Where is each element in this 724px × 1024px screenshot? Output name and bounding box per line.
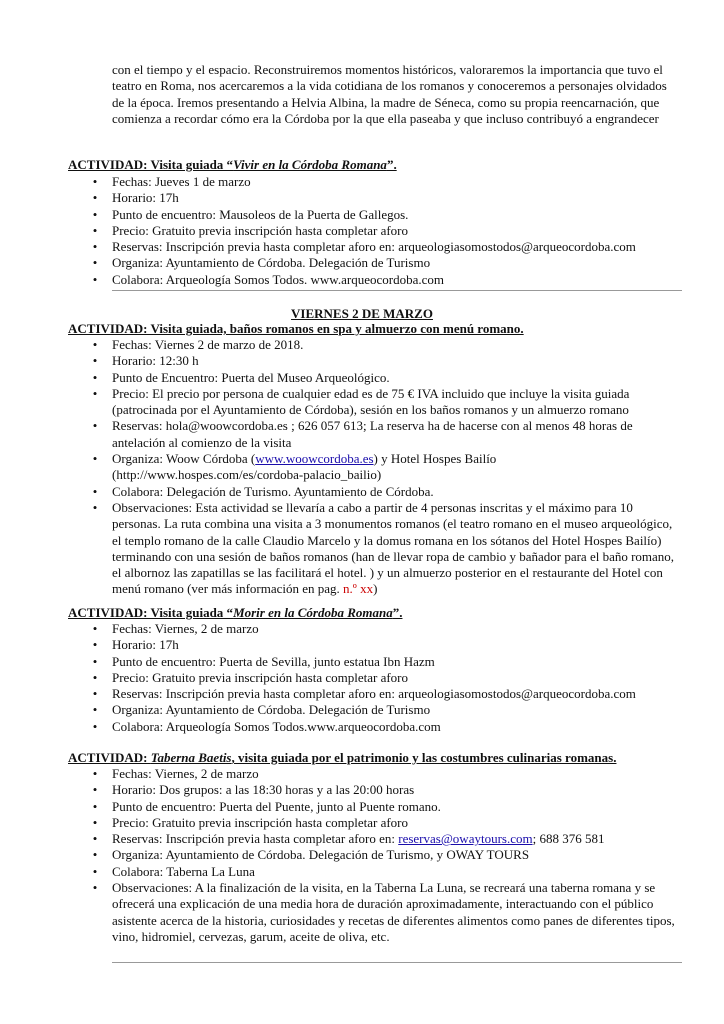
bullet-icon: • [92, 190, 98, 206]
list-item: • Colabora: Arqueología Somos Todos. www.arqueocordoba.com [112, 272, 682, 288]
list-item: • Organiza: Ayuntamiento de Córdoba. Delegación de Turismo, y OWAY TOURS [112, 847, 682, 863]
list-item: • Reservas: Inscripción previa hasta completar aforo en: reservas@owaytours.com; 688 376 581 [112, 831, 682, 847]
list-item: • Punto de Encuentro: Puerta del Museo Arqueológico. [112, 370, 682, 386]
bullet-icon: • [92, 621, 98, 636]
divider [112, 962, 682, 963]
bullet-icon: • [92, 702, 98, 718]
list-item: • Horario: 17h [112, 637, 682, 653]
list-item: • Punto de encuentro: Puerta de Sevilla, junto estatua Ibn Hazm [112, 654, 682, 670]
bullet-icon: • [92, 669, 98, 685]
bullet-icon: • [92, 418, 98, 434]
activity-details-taberna [92, 766, 682, 945]
intro-paragraph [112, 62, 682, 127]
list-item: • Horario: 12:30 h [112, 353, 682, 369]
list-item: • Punto de encuentro: Puerta del Puente, junto al Puente romano. [112, 799, 682, 815]
bullet-icon: • [92, 255, 98, 271]
bullet-icon: • [92, 798, 98, 814]
list-item: • Precio: Gratuito previa inscripción hasta completar aforo [112, 670, 682, 686]
bullet-icon: • [92, 847, 98, 863]
bullet-icon: • [92, 718, 98, 734]
list-item: • Observaciones: A la finalización de la visita, en la Taberna La Luna, se recreará una taberna romana y se ofrecerá una explicación de una media hora de duración aproximadamente, interactuando con el público asistente acerca de la historia, curiosidades y recetas de diferentes alimentos como panes de diferentes tipos, vino, hidromiel, cervezas, garum, aceite de oliva, etc. [112, 880, 682, 945]
bullet-icon: • [92, 782, 98, 798]
bullet-icon: • [92, 766, 98, 781]
bullet-icon: • [92, 686, 98, 702]
list-item: • Organiza: Ayuntamiento de Córdoba. Delegación de Turismo [112, 702, 682, 718]
list-item: • Horario: 17h [112, 190, 682, 206]
list-item: • Punto de encuentro: Mausoleos de la Puerta de Gallegos. [112, 207, 682, 223]
list-item: • Fechas: Viernes 2 de marzo de 2018. [112, 337, 682, 353]
activity-details-vivir [92, 174, 682, 288]
activity-name: Vivir en la Córdoba Romana [233, 157, 387, 172]
list-item: • Reservas: Inscripción previa hasta completar aforo en: arqueologiasomostodos@arqueocordoba.com [112, 686, 682, 702]
activity-details-banos [92, 337, 682, 598]
activity-title-vivir: ACTIVIDAD: Visita guiada “Vivir en la Córdoba Romana”. [68, 157, 397, 172]
list-item: • Organiza: Woow Córdoba (www.woowcordoba.es) y Hotel Hospes Bailío (http://www.hospes.com/es/cordoba-palacio_bailio) [112, 451, 682, 484]
list-item: • Fechas: Viernes, 2 de marzo [112, 621, 682, 637]
page-reference: n.º xx [343, 581, 374, 597]
bullet-icon: • [92, 337, 98, 352]
bullet-icon: • [92, 271, 98, 287]
bullet-icon: • [92, 174, 98, 189]
list-item: • Fechas: Jueves 1 de marzo [112, 174, 682, 190]
list-item: • Precio: Gratuito previa inscripción hasta completar aforo [112, 815, 682, 831]
activity-title-morir: ACTIVIDAD: Visita guiada “Morir en la Córdoba Romana”. [68, 605, 403, 620]
bullet-icon: • [92, 451, 98, 467]
list-item: • Precio: Gratuito previa inscripción hasta completar aforo [112, 223, 682, 239]
activity-name: Morir en la Córdoba Romana [233, 605, 393, 620]
bullet-icon: • [92, 637, 98, 653]
day-heading: VIERNES 2 DE MARZO [291, 306, 433, 321]
divider [112, 290, 682, 291]
reservas-email-link[interactable]: reservas@owaytours.com [398, 831, 533, 847]
list-item: • Colabora: Taberna La Luna [112, 864, 682, 880]
list-item: • Reservas: hola@woowcordoba.es ; 626 057 613; La reserva ha de hacerse con al menos 48 horas de antelación al comienzo de la visita [112, 418, 682, 451]
list-item: • Horario: Dos grupos: a las 18:30 horas y a las 20:00 horas [112, 782, 682, 798]
bullet-icon: • [92, 239, 98, 255]
bullet-icon: • [92, 814, 98, 830]
bullet-icon: • [92, 222, 98, 238]
bullet-icon: • [92, 863, 98, 879]
bullet-icon: • [92, 369, 98, 385]
bullet-icon: • [92, 385, 98, 401]
bullet-icon: • [92, 499, 98, 515]
list-item: • Fechas: Viernes, 2 de marzo [112, 766, 682, 782]
list-item: • Colabora: Arqueología Somos Todos.www.arqueocordoba.com [112, 719, 682, 735]
bullet-icon: • [92, 483, 98, 499]
list-item: • Precio: El precio por persona de cualquier edad es de 75 € IVA incluido que incluye la visita guiada (patrocinada por el Ayuntamiento de Córdoba), sesión en los baños romanos y un almuerzo romano [112, 386, 682, 419]
bullet-icon: • [92, 206, 98, 222]
intro-text: con el tiempo y el espacio. Reconstruiremos momentos históricos, valoraremos la importancia que tuvo el teatro en Roma, nos acercaremos a la vida cotidiana de los romanos y conoceremos a personajes olvidados de la época. Iremos presentando a Helvia Albina, la madre de Séneca, como su propia reencarnación, que comienza a recordar cómo era la Córdoba por la que ella paseaba y que incluso contribuyó a engrandecer [112, 62, 667, 126]
bullet-icon: • [92, 353, 98, 369]
bullet-icon: • [92, 831, 98, 847]
bullet-icon: • [92, 880, 98, 896]
activity-details-morir [92, 621, 682, 735]
list-item: • Organiza: Ayuntamiento de Córdoba. Delegación de Turismo [112, 255, 682, 271]
list-item: • Observaciones: Esta actividad se llevaría a cabo a partir de 4 personas inscritas y el máximo para 10 personas. La ruta combina una visita a 3 monumentos romanos (el teatro romano en el museo arqueológico, el templo romano de la calle Claudio Marcelo y la domus romana en los sótanos del Hotel Hospes Bailío) terminando con una sesión de baños romanos (han de llevar ropa de cambio y bañador para el baño romano, el albornoz las zapatillas se las facilitará el hotel. ) y un almuerzo posterior en el restaurante del Hotel con menú romano (ver más información en pag. n.º xx) [112, 500, 682, 598]
activity-title-taberna: ACTIVIDAD: Taberna Baetis, visita guiada por el patrimonio y las costumbres culinarias romanas. [68, 750, 617, 765]
list-item: • Reservas: Inscripción previa hasta completar aforo en: arqueologiasomostodos@arqueocordoba.com [112, 239, 682, 255]
bullet-icon: • [92, 653, 98, 669]
activity-title-banos: ACTIVIDAD: Visita guiada, baños romanos en spa y almuerzo con menú romano. [68, 321, 524, 336]
woow-link[interactable]: www.woowcordoba.es [255, 451, 374, 467]
activity-name: Taberna Baetis [150, 750, 232, 765]
list-item: • Colabora: Delegación de Turismo. Ayuntamiento de Córdoba. [112, 484, 682, 500]
